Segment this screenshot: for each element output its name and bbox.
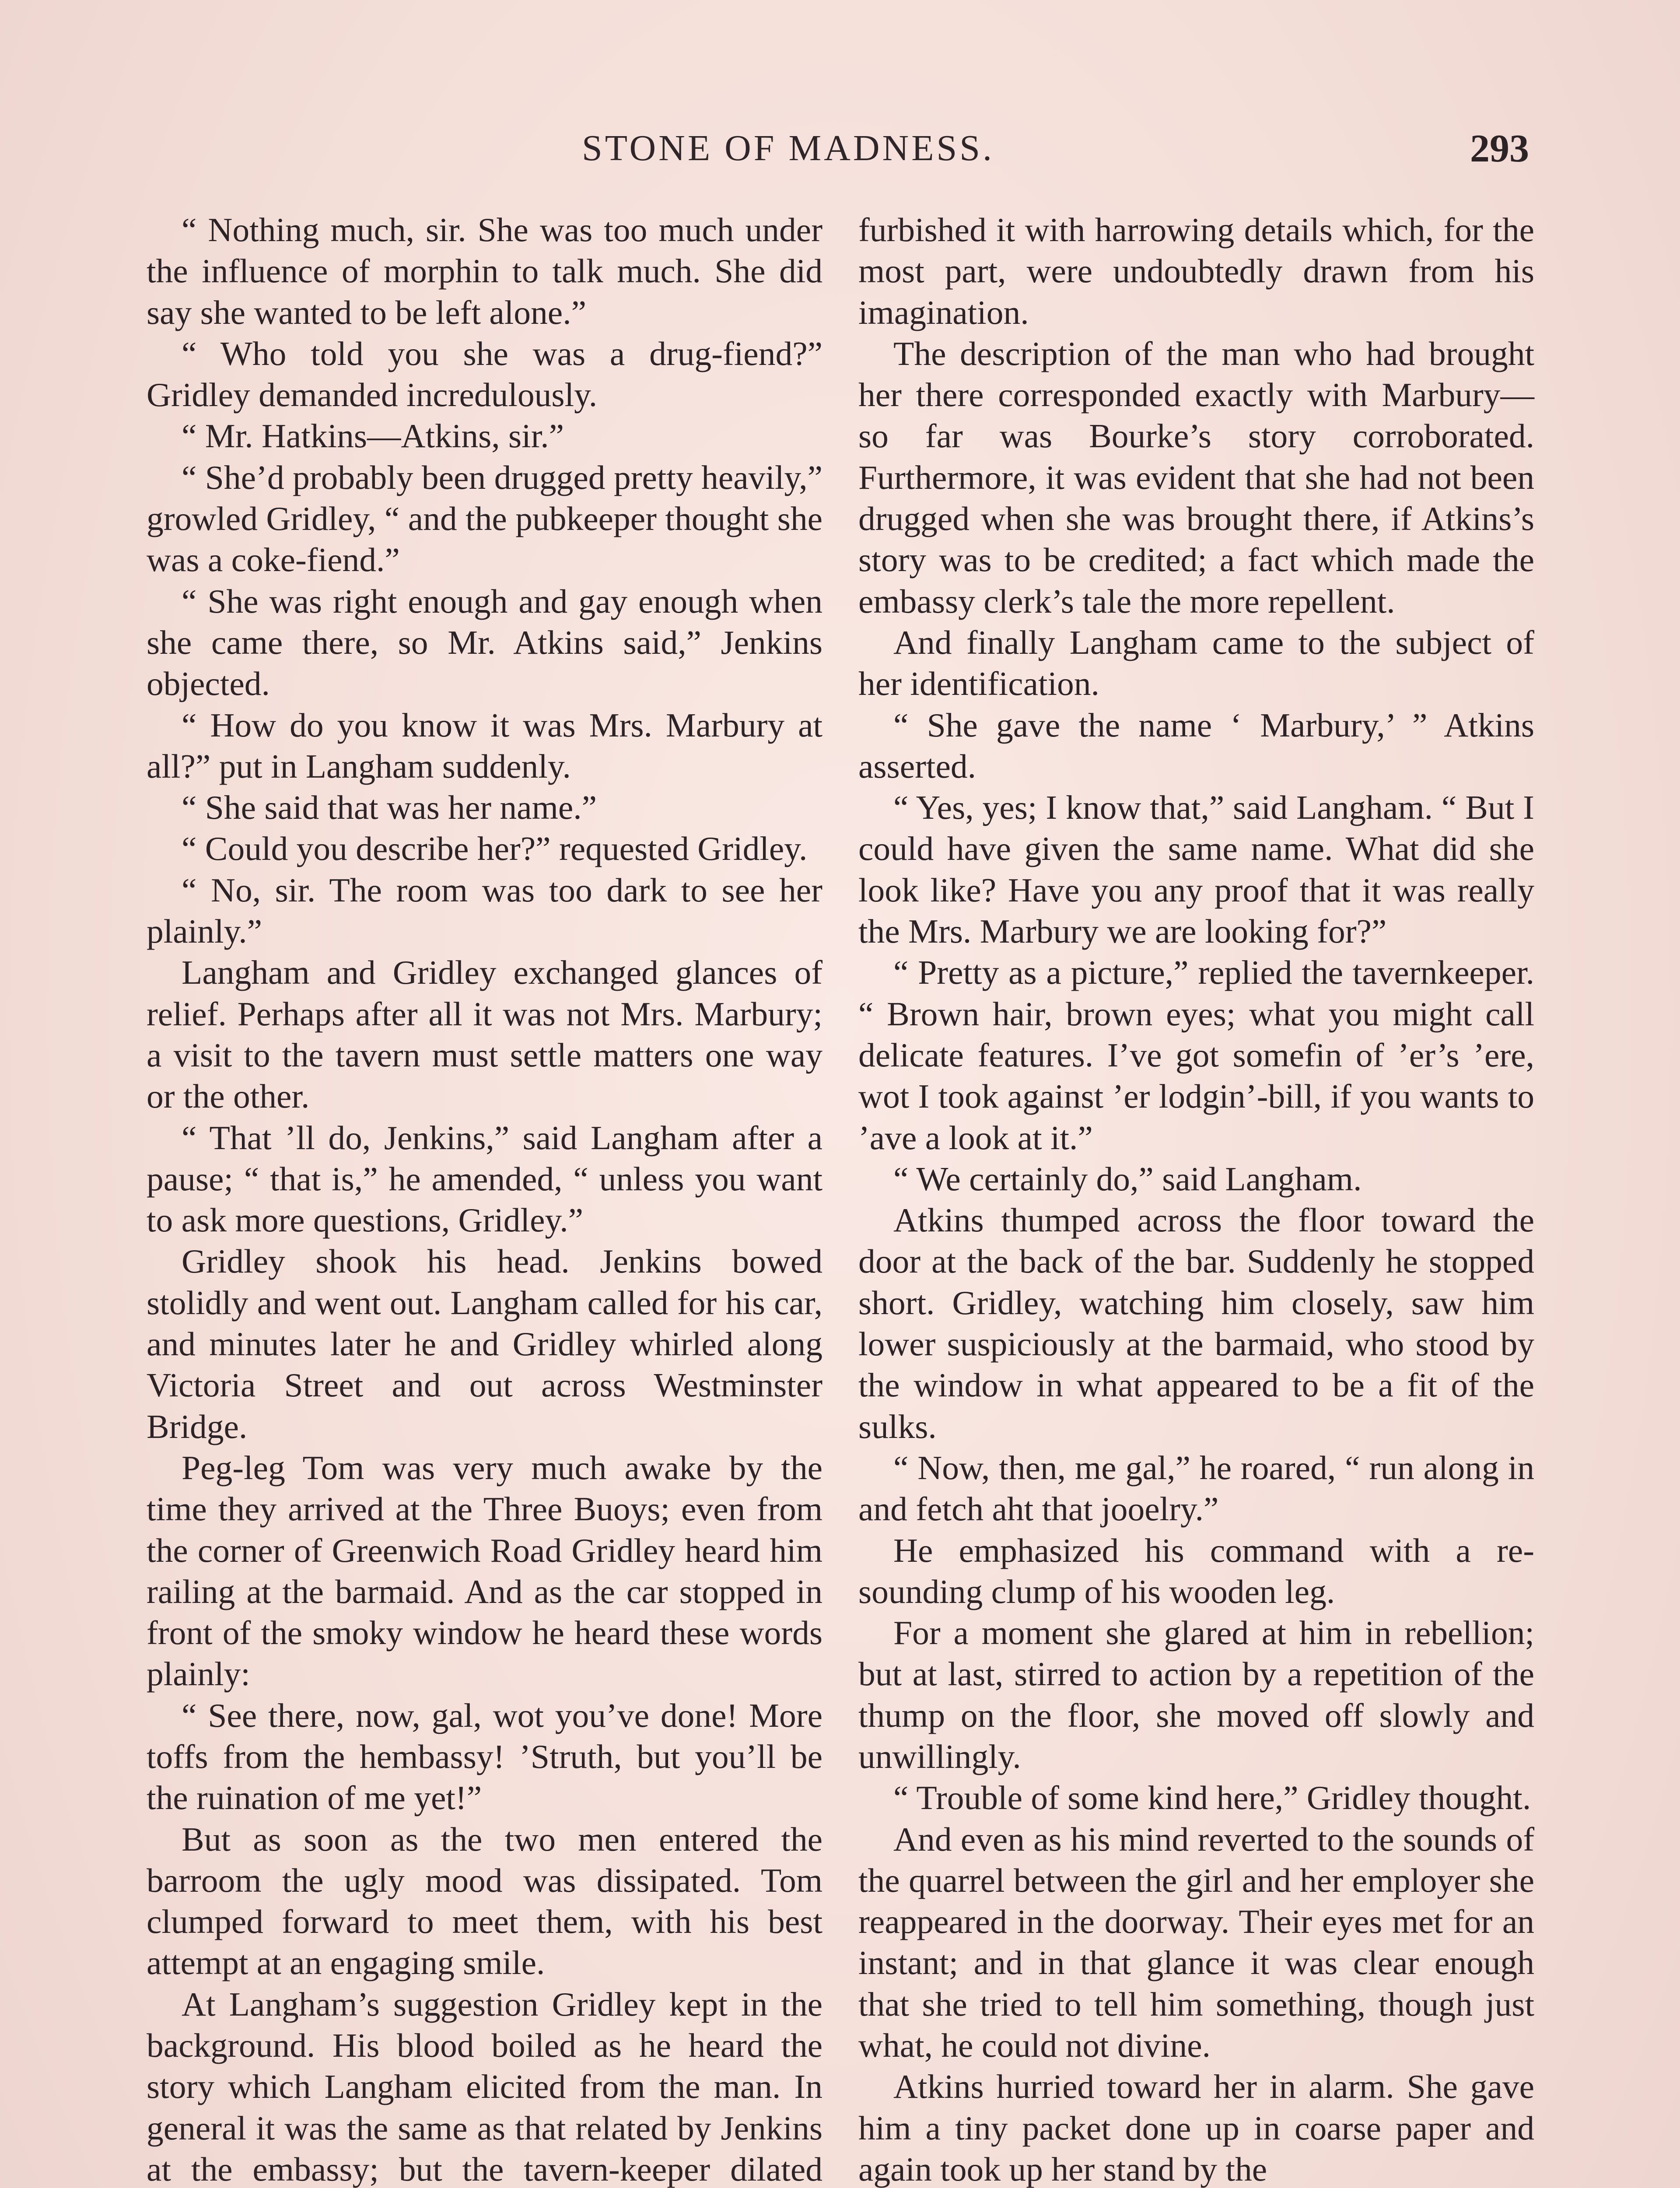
paragraph: “ Yes, yes; I know that,” said Langham. “ But I could have given the same name. What did she look like? Have you any proof that it was really the Mrs. Marbury we are looking for?”: [858, 789, 1534, 950]
paragraph: “ She gave the name ‘ Marbury,’ ” Atkins asserted.: [858, 706, 1534, 785]
paragraph: “ No, sir. The room was too dark to see her plainly.”: [147, 871, 822, 950]
paragraph: At Langham’s suggestion Gridley kept in the background. His blood boiled as he heard the story which Langham elicited from the man. In general it was the same as that related by Jenkins at the embassy; but the tavern-keeper dilated: [147, 1985, 822, 2188]
paragraph: “ Could you describe her?” requested Gridley.: [182, 830, 808, 868]
right-text-column: [858, 209, 1534, 2188]
paragraph: Gridley shook his head. Jenkins bowed stolidly and went out. Langham called for his car, and minutes later he and Gridley whirled along Victoria Street and out across Westminster Bridge.: [147, 1242, 822, 1445]
paragraph: Peg-leg Tom was very much awake by the time they arrived at the Three Buoys; even from the corner of Greenwich Road Gridley heard him railing at the barmaid. And as the car stopped in front of the smoky window he heard these words plainly:: [147, 1448, 822, 1693]
paragraph: “ We certainly do,” said Langham.: [893, 1160, 1362, 1198]
paragraph: And even as his mind reverted to the sounds of the quarrel between the girl and her employer she reappeared in the doorway. Their eyes met for an instant; and in that glance it was clear enough that she tried to tell him something, though just what, he could not divine.: [858, 1820, 1534, 2065]
paragraph: And finally Langham came to the subject of her identification.: [858, 623, 1534, 703]
paragraph: “ Nothing much, sir. She was too much under the influence of morphin to talk much. She did say she wanted to be left alone.”: [147, 211, 822, 331]
paragraph: “ That ’ll do, Jenkins,” said Langham after a pause; “ that is,” he amended, “ unless you want to ask more questions, Gridley.”: [147, 1119, 822, 1239]
paragraph: “ She’d probably been drugged pretty heavily,” growled Gridley, “ and the pubkeeper thought she was a coke-fiend.”: [147, 458, 822, 579]
page-number: 293: [1470, 127, 1529, 170]
paragraph: furbished it with harrowing details which, for the most part, were undoubtedly drawn from his imagination.: [858, 211, 1534, 331]
paragraph: Langham and Gridley exchanged glances of relief. Perhaps after all it was not Mrs. Marbury; a visit to the tavern must settle matters one way or the other.: [147, 954, 822, 1115]
paragraph: He emphasized his command with a resounding clump of his wooden leg.: [858, 1531, 1534, 1610]
paragraph: Atkins hurried toward her in alarm. She gave him a tiny packet done up in coarse paper and again took up her stand by the: [858, 2068, 1534, 2188]
paragraph: But as soon as the two men entered the barroom the ugly mood was dissipated. Tom clumped forward to meet them, with his best attempt at an engaging smile.: [147, 1820, 822, 1982]
paragraph: Atkins thumped across the floor toward the door at the back of the bar. Suddenly he stopped short. Gridley, watching him closely, saw him lower suspiciously at the barmaid, who stood by the window in what appeared to be a fit of the sulks.: [858, 1201, 1534, 1445]
paragraph: “ Pretty as a picture,” replied the tavernkeeper. “ Brown hair, brown eyes; what you might call delicate features. I’ve got somefin of ’er’s ’ere, wot I took against ’er lodgin’-bill, if you wants to ’ave a look at it.”: [858, 954, 1534, 1157]
paragraph: “ How do you know it was Mrs. Marbury at all?” put in Langham suddenly.: [147, 706, 822, 785]
paragraph: The description of the man who had brought her there corresponded exactly with Marbury—so far was Bourke’s story corroborated. Furthermore, it was evident that she had not been drugged when she was brought there, if Atkins’s story was to be credited; a fact which made the embassy clerk’s tale the more repellent.: [858, 334, 1534, 620]
running-title: STONE OF MADNESS.: [582, 128, 994, 168]
paragraph: “ Who told you she was a drug-fiend?” Gridley demanded incredulously.: [147, 334, 822, 414]
paragraph: “ She said that was her name.”: [182, 789, 597, 827]
paragraph: “ She was right enough and gay enough when she came there, so Mr. Atkins said,” Jenkins objected.: [147, 582, 822, 703]
paragraph: For a moment she glared at him in rebellion; but at last, stirred to action by a repetition of the thump on the floor, she moved off slowly and unwillingly.: [858, 1614, 1534, 1775]
paragraph: “ See there, now, gal, wot you’ve done! More toffs from the hembassy! ’Struth, but you’ll be the ruination of me yet!”: [147, 1696, 822, 1817]
paragraph: “ Trouble of some kind here,” Gridley thought.: [893, 1779, 1531, 1817]
paragraph: “ Mr. Hatkins—Atkins, sir.”: [182, 417, 564, 455]
paragraph: “ Now, then, me gal,” he roared, “ run along in and fetch aht that jooelry.”: [858, 1448, 1534, 1528]
left-text-column: [147, 209, 822, 2188]
